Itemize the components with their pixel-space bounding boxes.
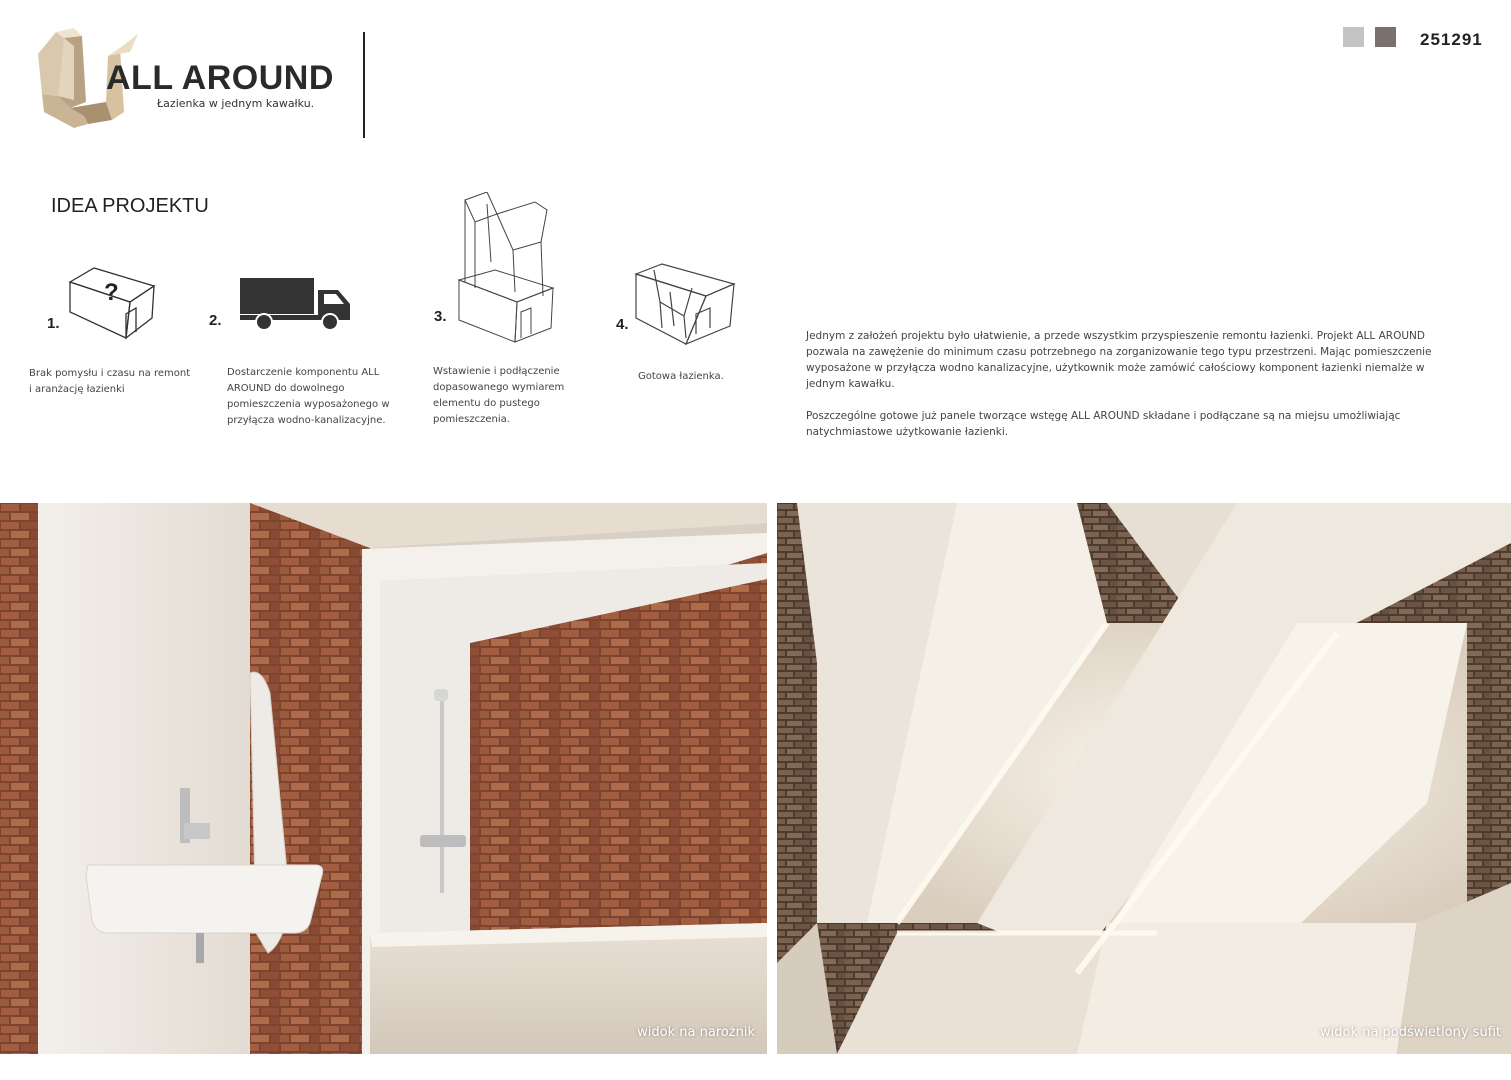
- logo-tagline: Łazienka w jednym kawałku.: [157, 97, 315, 110]
- idea-heading: IDEA PROJEKTU: [51, 195, 209, 217]
- finished-bathroom-icon: [630, 262, 740, 346]
- step-1-number: 1.: [47, 315, 60, 332]
- description-paragraph-1: Jednym z założeń projektu było ułatwienie, a przede wszystkim przyspieszenie remontu łazienki. Projekt ALL AROUND pozwala na zawężenie do minimum czasu potrzebnego na zorganizowanie tego typu przestrzeni. Mając pomieszczenie wyposażone w przyłącza wodno kanalizacyjne, użytkownik może zamówić całościowy komponent łazienki niemalże w jednym kawałku.: [806, 330, 1432, 390]
- component-insert-icon: [455, 192, 555, 344]
- render-ceiling-caption: widok na podświetlony sufit: [1320, 1025, 1501, 1040]
- step-3-caption: Wstawienie i podłączenie dopasowanego wymiarem elementu do pustego pomieszczenia.: [433, 366, 565, 425]
- step-3-number: 3.: [434, 308, 447, 325]
- render-corner-caption: widok na narożnik: [637, 1025, 755, 1040]
- truck-icon: [240, 278, 352, 332]
- header-divider: [363, 32, 365, 138]
- step-1-caption: Brak pomysłu i czasu na remont i aranżację łazienki: [29, 368, 191, 395]
- logo-title: ALL AROUND: [106, 59, 334, 97]
- project-description: [806, 328, 1446, 456]
- entry-number: 251291: [1420, 30, 1483, 49]
- box-question-icon: [64, 262, 160, 340]
- step-4-number: 4.: [616, 316, 629, 333]
- step-2-number: 2.: [209, 312, 222, 329]
- description-paragraph-2: Poszczególne gotowe już panele tworzące wstęgę ALL AROUND składane i podłączane są na miejsu umożliwiając natychmiastowe użytkowanie łazienki.: [806, 410, 1401, 438]
- render-ceiling-view: [777, 503, 1511, 1054]
- color-swatch-light: [1343, 27, 1364, 47]
- svg-text:?: ?: [104, 279, 119, 306]
- color-swatch-dark: [1375, 27, 1396, 47]
- step-4-caption: Gotowa łazienka.: [638, 371, 724, 382]
- step-2-caption: Dostarczenie komponentu ALL AROUND do dowolnego pomieszczenia wyposażonego w przyłącza wodno-kanalizacyjne.: [227, 367, 390, 426]
- render-corner-view: [0, 503, 767, 1054]
